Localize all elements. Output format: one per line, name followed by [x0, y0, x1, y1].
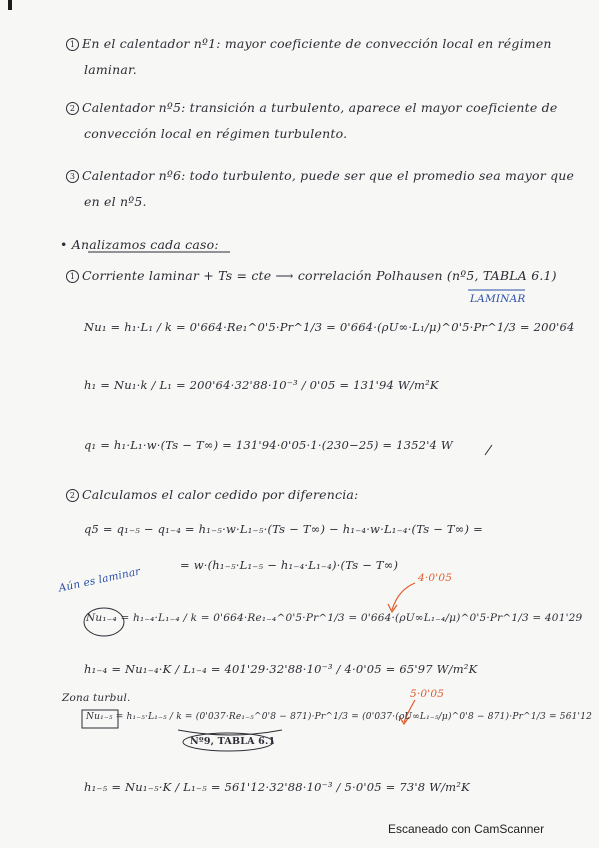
- equation-h1: h₁ = Nu₁·k / L₁ = 200'64·32'88·10⁻³ / 0'05 = 131'94 W/m²K: [84, 378, 439, 392]
- case-1-title: 1 Corriente laminar + Ts = cte ⟶ correlación Polhausen (nº5, TABLA 6.1): [66, 268, 557, 283]
- result-mark: [485, 445, 492, 455]
- length-note-4: 4·0'05: [418, 572, 453, 584]
- table-reference: Nº9, TABLA 6.1: [190, 736, 276, 747]
- equation-h15: h₁₋₅ = Nu₁₋₅·K / L₁₋₅ = 561'12·32'88·10⁻³ / 5·0'05 = 73'8 W/m²K: [84, 780, 470, 794]
- equation-h14: h₁₋₄ = Nu₁₋₄·K / L₁₋₄ = 401'29·32'88·10⁻³ / 4·0'05 = 65'97 W/m²K: [84, 662, 478, 676]
- note-2-line-2: convección local en régimen turbulento.: [84, 126, 348, 141]
- length-note-5: 5·0'05: [410, 688, 445, 700]
- section-heading: • Analizamos cada caso:: [60, 237, 219, 252]
- note-3-line-2: en el nº5.: [84, 194, 147, 209]
- side-note-turbulent: Zona turbul.: [62, 692, 131, 704]
- note-1-line-2: laminar.: [84, 62, 137, 77]
- red-arrow-4: [392, 583, 415, 610]
- note-1-line-1: 1 En el calentador nº1: mayor coeficiente de convección local en régimen: [66, 36, 552, 51]
- equation-q5: q5 = q₁₋₅ − q₁₋₄ = h₁₋₅·w·L₁₋₅·(Ts − T∞) − h₁₋₄·w·L₁₋₄·(Ts − T∞) =: [84, 522, 483, 536]
- case-2-title: 2 Calculamos el calor cedido por diferencia:: [66, 487, 358, 502]
- scanner-watermark: Escaneado con CamScanner: [388, 822, 545, 836]
- note-3-line-1: 3 Calentador nº6: todo turbulento, puede ser que el promedio sea mayor que: [66, 168, 574, 183]
- note-2-line-1: 2 Calentador nº5: transición a turbulento, aparece el mayor coeficiente de: [66, 100, 557, 115]
- equation-nu14: Nu₁₋₄ = h₁₋₄·L₁₋₄ / k = 0'664·Re₁₋₄^0'5·Pr^1/3 = 0'664·(ρU∞L₁₋₄/μ)^0'5·Pr^1/3 = 401'29: [86, 612, 583, 624]
- side-note-laminar: Aún es laminar: [57, 565, 142, 595]
- laminar-note: LAMINAR: [470, 293, 526, 305]
- equation-nu15: Nu₁₋₅ = h₁₋₅·L₁₋₅ / k = (0'037·Re₁₋₅^0'8 − 871)·Pr^1/3 = (0'037·(ρU∞L₁₋₅/μ)^0'8 − 871)·Pr^1/3 = 561'12: [86, 712, 593, 722]
- equation-q5-continued: = w·(h₁₋₅·L₁₋₅ − h₁₋₄·L₁₋₄)·(Ts − T∞): [180, 558, 399, 572]
- equation-nu1: Nu₁ = h₁·L₁ / k = 0'664·Re₁^0'5·Pr^1/3 = 0'664·(ρU∞·L₁/μ)^0'5·Pr^1/3 = 200'64: [84, 320, 575, 334]
- equation-q1: q₁ = h₁·L₁·w·(Ts − T∞) = 131'94·0'05·1·(230−25) = 1352'4 W: [84, 438, 453, 452]
